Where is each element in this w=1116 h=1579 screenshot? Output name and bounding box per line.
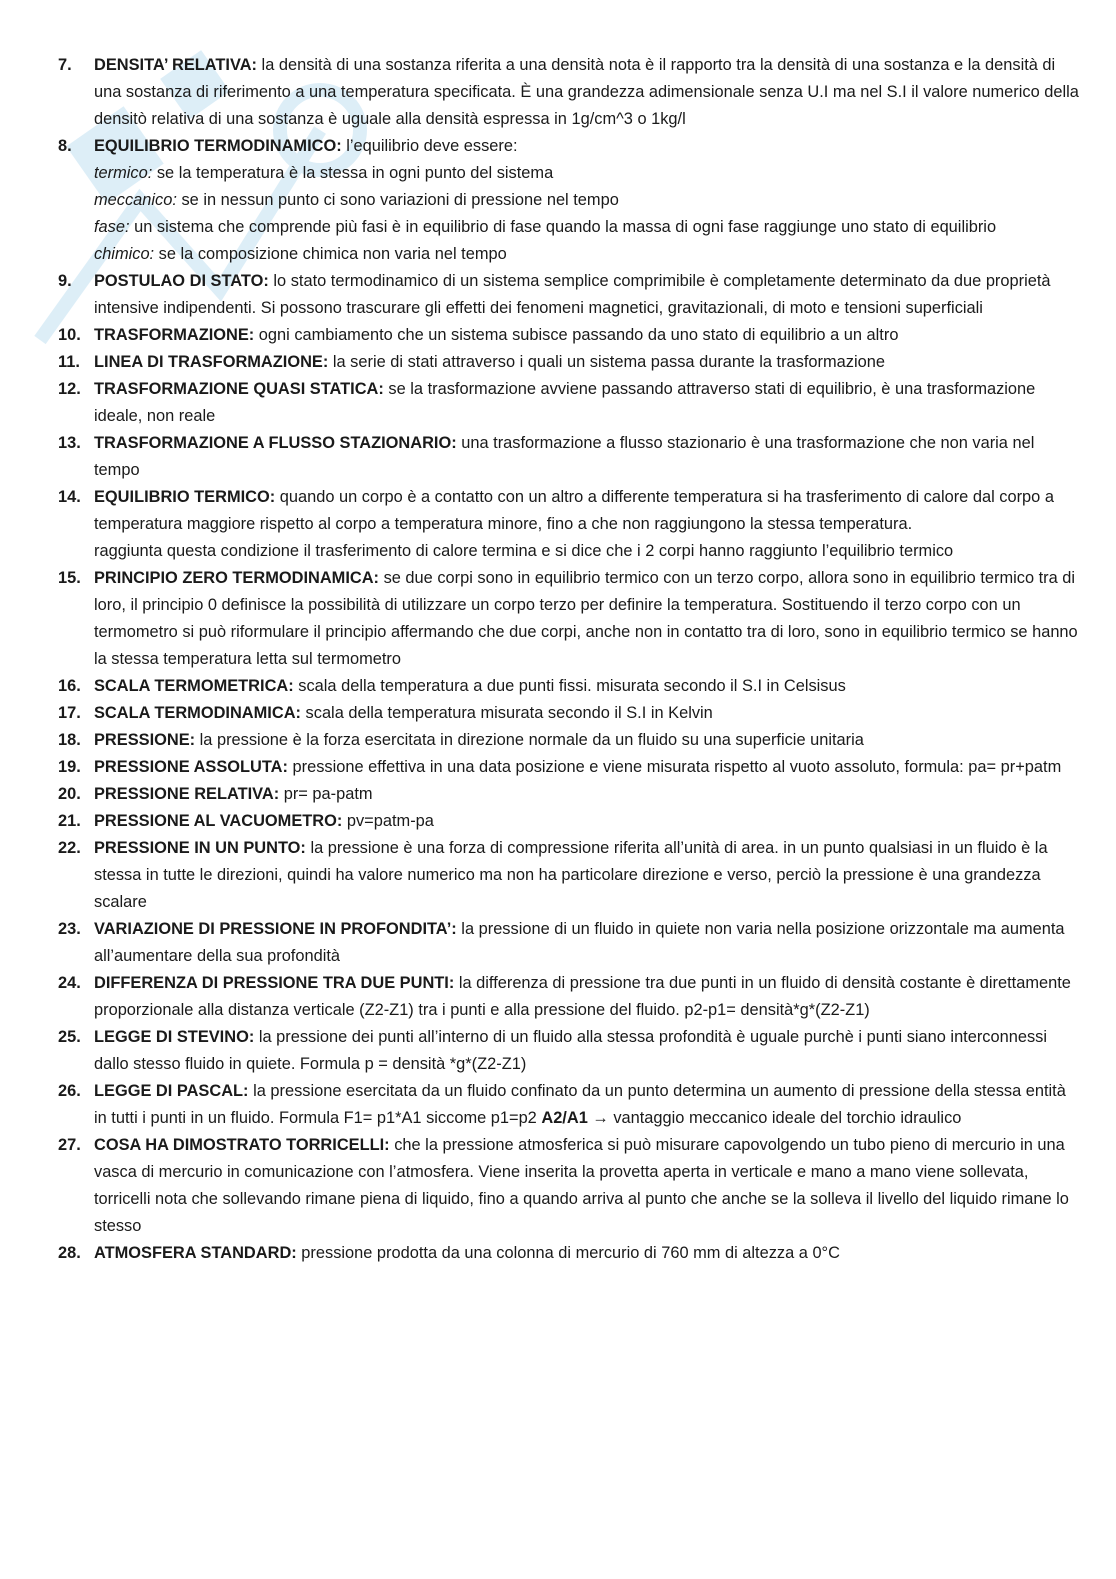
item-text: la densità di una sostanza riferita a una densità nota è il rapporto tra la densità di una sostanza e la densità di una sostanza di riferimento a una temperatura specificata. È una grandezza adimensionale senza U.I ma nel S.I il valore numerico della densitò relativa di una sostanza è uguale alla densità espressa in 1g/cm^3 o 1kg/l <box>94 56 1079 128</box>
list-item <box>58 808 1083 835</box>
list-item <box>58 781 1083 808</box>
item-text: la pressione dei punti all’interno di un fluido alla stessa profondità è uguale purchè i punti siano interconnessi dallo stesso fluido in quiete. Formula p = densità *g*(Z2-Z1) <box>94 1028 1048 1073</box>
item-term: PRINCIPIO ZERO TERMODINAMICA: <box>94 569 380 587</box>
item-body <box>94 484 1083 565</box>
list-item <box>58 727 1083 754</box>
item-number: 24. <box>58 974 81 992</box>
list-item <box>58 484 1083 565</box>
item-number: 9. <box>58 272 72 290</box>
list-item <box>58 430 1083 484</box>
sub-item <box>94 241 1083 268</box>
sub-item-text: se in nessun punto ci sono variazioni di pressione nel tempo <box>176 191 619 209</box>
item-term: PRESSIONE IN UN PUNTO: <box>94 839 306 857</box>
item-number: 7. <box>58 56 72 74</box>
list-item <box>58 754 1083 781</box>
item-text: una trasformazione a flusso stazionario è una trasformazione che non varia nel tempo <box>94 434 1035 479</box>
item-number: 10. <box>58 326 81 344</box>
sub-item <box>94 160 1083 187</box>
item-text: quando un corpo è a contatto con un altro a differente temperatura si ha trasferimento di calore dal corpo a temperatura maggiore rispetto al corpo a temperatura minore, fino a che non raggiungono la stessa temperatura. <box>94 488 1054 533</box>
item-number: 27. <box>58 1136 81 1154</box>
item-number: 17. <box>58 704 81 722</box>
item-number: 14. <box>58 488 81 506</box>
sub-item-label: termico: <box>94 164 153 182</box>
sub-item <box>94 187 1083 214</box>
item-body <box>94 1078 1083 1132</box>
item-term: PRESSIONE RELATIVA: <box>94 785 280 803</box>
item-term: EQUILIBRIO TERMODINAMICO: <box>94 137 342 155</box>
item-text: la serie di stati attraverso i quali un sistema passa durante la trasformazione <box>328 353 885 371</box>
item-number: 19. <box>58 758 81 776</box>
item-number: 13. <box>58 434 81 452</box>
item-number: 8. <box>58 137 72 155</box>
item-number: 12. <box>58 380 81 398</box>
item-body <box>94 835 1083 916</box>
item-text: che la pressione atmosferica si può misurare capovolgendo un tubo pieno di mercurio in una vasca di mercurio in comunicazione con l’atmosfera. Viene inserita la provetta aperta in verticale e mano a mano viene sollevata, torricelli nota che sollevando rimane piena di liquido, fino a quando arriva al punto che anche se la solleva il livello del liquido rimane lo stesso <box>94 1136 1069 1235</box>
list-item <box>58 349 1083 376</box>
list-item <box>58 1132 1083 1240</box>
item-number: 15. <box>58 569 81 587</box>
item-term: DENSITA’ RELATIVA: <box>94 56 257 74</box>
item-text: pv=patm-pa <box>342 812 434 830</box>
item-term: SCALA TERMOMETRICA: <box>94 677 294 695</box>
item-text: pressione prodotta da una colonna di mercurio di 760 mm di altezza a 0°C <box>296 1244 840 1262</box>
list-item <box>58 700 1083 727</box>
item-number: 16. <box>58 677 81 695</box>
item-body <box>94 727 1083 754</box>
item-term: LINEA DI TRASFORMAZIONE: <box>94 353 329 371</box>
item-text: l’equilibrio deve essere: <box>341 137 518 155</box>
item-text: la differenza di pressione tra due punti in un fluido di densità costante è direttamente proporzionale alla distanza verticale (Z2-Z1) tra i punti e alla pressione del fluido. p2-p1= densità*g*(Z2-Z1) <box>94 974 1071 1019</box>
item-term: EQUILIBRIO TERMICO: <box>94 488 276 506</box>
item-number: 22. <box>58 839 81 857</box>
item-body <box>94 916 1083 970</box>
list-item <box>58 835 1083 916</box>
item-term: TRASFORMAZIONE: <box>94 326 255 344</box>
item-term: VARIAZIONE DI PRESSIONE IN PROFONDITA’: <box>94 920 457 938</box>
item-body <box>94 133 1083 268</box>
item-term: SCALA TERMODINAMICA: <box>94 704 301 722</box>
list-item <box>58 565 1083 673</box>
list-item <box>58 1240 1083 1267</box>
item-text: se due corpi sono in equilibrio termico con un terzo corpo, allora sono in equilibrio termico tra di loro, il principio 0 definisce la possibilità di utilizzare un corpo terzo per definire la temperatura. Sostituendo il terzo corpo con un termometro si può riformulare il principio affermando che due corpi, anche non in contatto tra di loro, sono in equilibrio termico se hanno la stessa temperatura letta sul termometro <box>94 569 1078 668</box>
item-number: 11. <box>58 353 80 371</box>
item-term: COSA HA DIMOSTRATO TORRICELLI: <box>94 1136 390 1154</box>
list-item <box>58 322 1083 349</box>
item-text: la pressione esercitata da un fluido confinato da un punto determina un aumento di pressione della stessa entità in tutti i punti in un fluido. Formula F1= p1*A1 siccome p1=p2 <box>94 1082 1066 1127</box>
sub-item-text: un sistema che comprende più fasi è in equilibrio di fase quando la massa di ogni fase raggiunge uno stato di equilibrio <box>129 218 997 236</box>
item-number: 23. <box>58 920 81 938</box>
item-body <box>94 268 1083 322</box>
list-item <box>58 376 1083 430</box>
item-number: 26. <box>58 1082 81 1100</box>
list-item <box>58 1024 1083 1078</box>
item-body <box>94 754 1083 781</box>
item-body <box>94 565 1083 673</box>
item-text: la pressione di un fluido in quiete non varia nella posizione orizzontale ma aumenta all’aumentare della sua profondità <box>94 920 1065 965</box>
item-number: 20. <box>58 785 81 803</box>
item-number: 18. <box>58 731 81 749</box>
item-term: POSTULAO DI STATO: <box>94 272 269 290</box>
item-text: lo stato termodinamico di un sistema semplice comprimibile è completamente determinato da due proprietà intensive indipendenti. Si possono trascurare gli effetti dei fenomeni magnetici, gravitazionali, di moto e tensioni superficiali <box>94 272 1051 317</box>
item-body <box>94 322 1083 349</box>
item-body <box>94 673 1083 700</box>
item-text: ogni cambiamento che un sistema subisce passando da uno stato di equilibrio a un altro <box>254 326 899 344</box>
item-term: PRESSIONE ASSOLUTA: <box>94 758 288 776</box>
item-body <box>94 349 1083 376</box>
item-tail-text: → vantaggio meccanico ideale del torchio idraulico <box>587 1109 962 1127</box>
item-text: la pressione è una forza di compressione riferita all’unità di area. in un punto qualsiasi in un fluido è la stessa in tutte le direzioni, quindi ha valore numerico ma non ha particolare direzione e verso, perciò la pressione è una grandezza scalare <box>94 839 1048 911</box>
list-item <box>58 916 1083 970</box>
list-item <box>58 970 1083 1024</box>
item-body <box>94 1024 1083 1078</box>
item-text: la pressione è la forza esercitata in direzione normale da un fluido su una superficie unitaria <box>195 731 864 749</box>
item-term: ATMOSFERA STANDARD: <box>94 1244 297 1262</box>
item-number: 25. <box>58 1028 81 1046</box>
item-body <box>94 376 1083 430</box>
sub-item-text: se la temperatura è la stessa in ogni punto del sistema <box>152 164 554 182</box>
item-body <box>94 1132 1083 1240</box>
item-term: LEGGE DI STEVINO: <box>94 1028 255 1046</box>
item-term: DIFFERENZA DI PRESSIONE TRA DUE PUNTI: <box>94 974 455 992</box>
sub-item-label: fase: <box>94 218 130 236</box>
item-term: PRESSIONE AL VACUOMETRO: <box>94 812 343 830</box>
item-extra-text: raggiunta questa condizione il trasferimento di calore termina e si dice che i 2 corpi hanno raggiunto l’equilibrio termico <box>94 542 954 560</box>
item-body <box>94 970 1083 1024</box>
sub-item-text: se la composizione chimica non varia nel tempo <box>154 245 507 263</box>
item-bold-text: A2/A1 <box>541 1109 588 1127</box>
definitions-list <box>58 52 1083 1267</box>
list-item <box>58 673 1083 700</box>
list-item <box>58 268 1083 322</box>
sub-item-label: meccanico: <box>94 191 177 209</box>
item-number: 21. <box>58 812 81 830</box>
item-term: LEGGE DI PASCAL: <box>94 1082 249 1100</box>
item-body <box>94 430 1083 484</box>
list-item <box>58 52 1083 133</box>
item-term: TRASFORMAZIONE A FLUSSO STAZIONARIO: <box>94 434 457 452</box>
item-body <box>94 700 1083 727</box>
list-item <box>58 1078 1083 1132</box>
item-number: 28. <box>58 1244 81 1262</box>
sub-item-label: chimico: <box>94 245 155 263</box>
item-body <box>94 52 1083 133</box>
sub-item <box>94 214 1083 241</box>
item-text: se la trasformazione avviene passando attraverso stati di equilibrio, è una trasformazione ideale, non reale <box>94 380 1036 425</box>
item-text: scala della temperatura a due punti fissi. misurata secondo il S.I in Celsisus <box>293 677 846 695</box>
item-text: pr= pa-patm <box>279 785 373 803</box>
item-body <box>94 781 1083 808</box>
item-body <box>94 1240 1083 1267</box>
item-body <box>94 808 1083 835</box>
list-item <box>58 133 1083 268</box>
item-text: pressione effettiva in una data posizione e viene misurata rispetto al vuoto assoluto, formula: pa= pr+patm <box>287 758 1062 776</box>
item-term: PRESSIONE: <box>94 731 196 749</box>
item-text: scala della temperatura misurata secondo il S.I in Kelvin <box>301 704 713 722</box>
item-term: TRASFORMAZIONE QUASI STATICA: <box>94 380 384 398</box>
